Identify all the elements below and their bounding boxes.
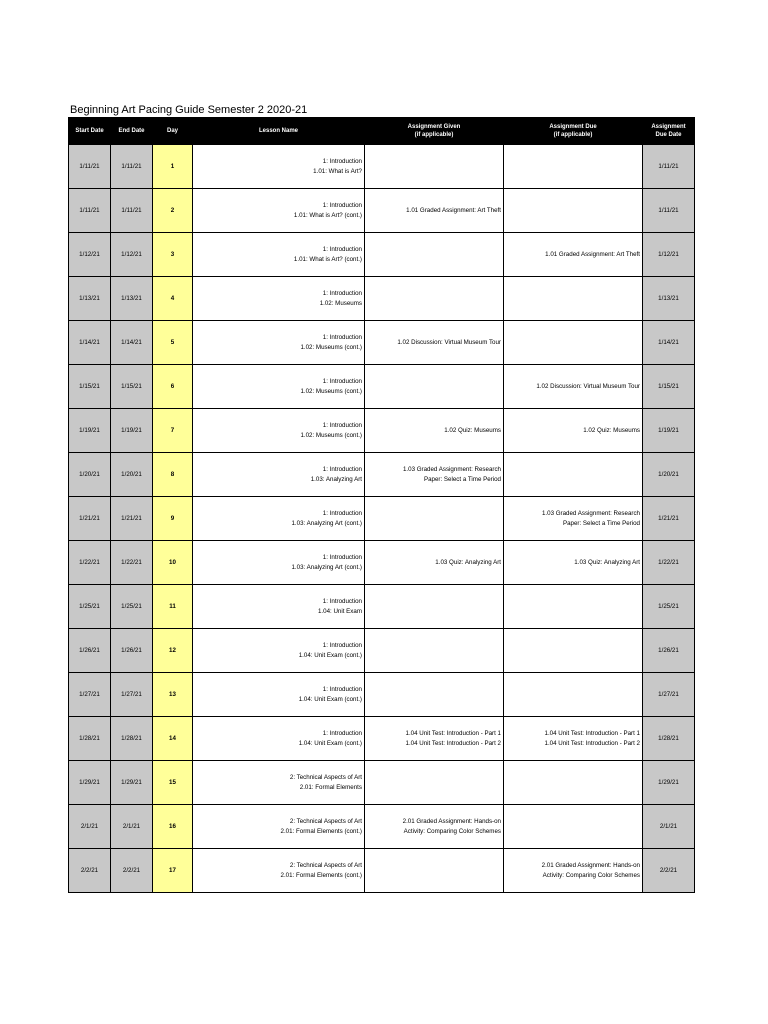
- day-cell: 6: [153, 365, 193, 409]
- assignment-due-cell: 1.04 Unit Test: Introduction - Part 1 1.04 Unit Test: Introduction - Part 2: [504, 717, 643, 761]
- lesson-name-cell: 1: Introduction 1.01: What is Art? (cont.): [193, 233, 365, 277]
- day-cell: 12: [153, 629, 193, 673]
- day-cell: 2: [153, 189, 193, 233]
- assignment-given-cell: 1.03 Graded Assignment: Research Paper: Select a Time Period: [365, 453, 504, 497]
- end-date-cell: 1/20/21: [111, 453, 153, 497]
- table-row: [69, 717, 695, 761]
- assignment-given-cell: 1.02 Quiz: Museums: [365, 409, 504, 453]
- assignment-due-cell: [504, 453, 643, 497]
- assignment-due-cell: [504, 277, 643, 321]
- start-date-cell: 2/2/21: [69, 849, 111, 893]
- lesson-name-cell: 2: Technical Aspects of Art 2.01: Formal Elements (cont.): [193, 849, 365, 893]
- due-date-cell: 1/21/21: [643, 497, 695, 541]
- assignment-given-cell: [365, 673, 504, 717]
- due-date-cell: 1/13/21: [643, 277, 695, 321]
- assignment-due-cell: [504, 805, 643, 849]
- assignment-given-cell: [365, 497, 504, 541]
- table-row: [69, 585, 695, 629]
- lesson-name-cell: 1: Introduction 1.01: What is Art? (cont.): [193, 189, 365, 233]
- day-cell: 4: [153, 277, 193, 321]
- assignment-given-cell: 2.01 Graded Assignment: Hands-on Activity: Comparing Color Schemes: [365, 805, 504, 849]
- assignment-given-cell: [365, 277, 504, 321]
- start-date-cell: 1/25/21: [69, 585, 111, 629]
- due-date-cell: 1/29/21: [643, 761, 695, 805]
- end-date-cell: 1/22/21: [111, 541, 153, 585]
- assignment-due-cell: [504, 629, 643, 673]
- start-date-cell: 1/19/21: [69, 409, 111, 453]
- table-row: [69, 409, 695, 453]
- start-date-cell: 1/13/21: [69, 277, 111, 321]
- assignment-given-cell: 1.04 Unit Test: Introduction - Part 1 1.04 Unit Test: Introduction - Part 2: [365, 717, 504, 761]
- start-date-cell: 1/14/21: [69, 321, 111, 365]
- table-row: [69, 805, 695, 849]
- start-date-cell: 1/21/21: [69, 497, 111, 541]
- header-assignment-given: Assignment Given (if applicable): [365, 118, 504, 145]
- header-row: [69, 118, 695, 145]
- assignment-given-cell: [365, 365, 504, 409]
- due-date-cell: 1/14/21: [643, 321, 695, 365]
- day-cell: 3: [153, 233, 193, 277]
- assignment-given-cell: [365, 585, 504, 629]
- header-lesson-name: Lesson Name: [193, 118, 365, 145]
- end-date-cell: 1/26/21: [111, 629, 153, 673]
- lesson-name-cell: 1: Introduction 1.03: Analyzing Art (cont.): [193, 541, 365, 585]
- table-row: [69, 189, 695, 233]
- due-date-cell: 1/28/21: [643, 717, 695, 761]
- table-row: [69, 453, 695, 497]
- due-date-cell: 1/27/21: [643, 673, 695, 717]
- due-date-cell: 1/11/21: [643, 189, 695, 233]
- assignment-due-cell: 1.03 Quiz: Analyzing Art: [504, 541, 643, 585]
- start-date-cell: 1/29/21: [69, 761, 111, 805]
- assignment-due-cell: [504, 321, 643, 365]
- assignment-given-cell: [365, 761, 504, 805]
- lesson-name-cell: 1: Introduction 1.04: Unit Exam (cont.): [193, 629, 365, 673]
- day-cell: 5: [153, 321, 193, 365]
- header-start-date: Start Date: [69, 118, 111, 145]
- start-date-cell: 1/15/21: [69, 365, 111, 409]
- start-date-cell: 1/11/21: [69, 189, 111, 233]
- assignment-due-cell: 1.03 Graded Assignment: Research Paper: Select a Time Period: [504, 497, 643, 541]
- end-date-cell: 1/11/21: [111, 189, 153, 233]
- day-cell: 10: [153, 541, 193, 585]
- lesson-name-cell: 1: Introduction 1.04: Unit Exam: [193, 585, 365, 629]
- end-date-cell: 1/19/21: [111, 409, 153, 453]
- table-row: [69, 541, 695, 585]
- day-cell: 14: [153, 717, 193, 761]
- end-date-cell: 1/12/21: [111, 233, 153, 277]
- day-cell: 16: [153, 805, 193, 849]
- day-cell: 8: [153, 453, 193, 497]
- end-date-cell: 1/27/21: [111, 673, 153, 717]
- table-row: [69, 277, 695, 321]
- end-date-cell: 1/25/21: [111, 585, 153, 629]
- lesson-name-cell: 2: Technical Aspects of Art 2.01: Formal Elements: [193, 761, 365, 805]
- lesson-name-cell: 1: Introduction 1.02: Museums (cont.): [193, 321, 365, 365]
- header-due-date: Assignment Due Date: [643, 118, 695, 145]
- start-date-cell: 1/26/21: [69, 629, 111, 673]
- due-date-cell: 1/19/21: [643, 409, 695, 453]
- start-date-cell: 2/1/21: [69, 805, 111, 849]
- due-date-cell: 1/20/21: [643, 453, 695, 497]
- end-date-cell: 2/1/21: [111, 805, 153, 849]
- table-row: [69, 233, 695, 277]
- assignment-due-cell: 1.02 Discussion: Virtual Museum Tour: [504, 365, 643, 409]
- pacing-guide-table: [68, 117, 695, 893]
- due-date-cell: 1/22/21: [643, 541, 695, 585]
- day-cell: 13: [153, 673, 193, 717]
- table-row: [69, 145, 695, 189]
- start-date-cell: 1/20/21: [69, 453, 111, 497]
- day-cell: 15: [153, 761, 193, 805]
- lesson-name-cell: 1: Introduction 1.03: Analyzing Art (cont.): [193, 497, 365, 541]
- assignment-given-cell: 1.02 Discussion: Virtual Museum Tour: [365, 321, 504, 365]
- assignment-due-cell: [504, 673, 643, 717]
- assignment-due-cell: [504, 145, 643, 189]
- day-cell: 9: [153, 497, 193, 541]
- table-row: [69, 321, 695, 365]
- assignment-due-cell: [504, 761, 643, 805]
- end-date-cell: 1/21/21: [111, 497, 153, 541]
- assignment-due-cell: [504, 585, 643, 629]
- page-title: Beginning Art Pacing Guide Semester 2 2020-21: [70, 104, 308, 116]
- lesson-name-cell: 1: Introduction 1.01: What is Art?: [193, 145, 365, 189]
- assignment-given-cell: 1.03 Quiz: Analyzing Art: [365, 541, 504, 585]
- due-date-cell: 1/25/21: [643, 585, 695, 629]
- due-date-cell: 2/2/21: [643, 849, 695, 893]
- end-date-cell: 1/13/21: [111, 277, 153, 321]
- day-cell: 1: [153, 145, 193, 189]
- assignment-given-cell: 1.01 Graded Assignment: Art Theft: [365, 189, 504, 233]
- end-date-cell: 1/29/21: [111, 761, 153, 805]
- due-date-cell: 1/15/21: [643, 365, 695, 409]
- end-date-cell: 2/2/21: [111, 849, 153, 893]
- lesson-name-cell: 1: Introduction 1.04: Unit Exam (cont.): [193, 717, 365, 761]
- start-date-cell: 1/28/21: [69, 717, 111, 761]
- day-cell: 11: [153, 585, 193, 629]
- assignment-given-cell: [365, 629, 504, 673]
- table-row: [69, 497, 695, 541]
- start-date-cell: 1/12/21: [69, 233, 111, 277]
- lesson-name-cell: 2: Technical Aspects of Art 2.01: Formal Elements (cont.): [193, 805, 365, 849]
- day-cell: 7: [153, 409, 193, 453]
- start-date-cell: 1/27/21: [69, 673, 111, 717]
- end-date-cell: 1/28/21: [111, 717, 153, 761]
- due-date-cell: 2/1/21: [643, 805, 695, 849]
- end-date-cell: 1/14/21: [111, 321, 153, 365]
- table-row: [69, 761, 695, 805]
- table-row: [69, 673, 695, 717]
- table-row: [69, 365, 695, 409]
- assignment-due-cell: 2.01 Graded Assignment: Hands-on Activity: Comparing Color Schemes: [504, 849, 643, 893]
- due-date-cell: 1/26/21: [643, 629, 695, 673]
- lesson-name-cell: 1: Introduction 1.02: Museums (cont.): [193, 365, 365, 409]
- header-assignment-due: Assignment Due (if applicable): [504, 118, 643, 145]
- due-date-cell: 1/11/21: [643, 145, 695, 189]
- assignment-due-cell: 1.02 Quiz: Museums: [504, 409, 643, 453]
- table-row: [69, 849, 695, 893]
- start-date-cell: 1/22/21: [69, 541, 111, 585]
- lesson-name-cell: 1: Introduction 1.04: Unit Exam (cont.): [193, 673, 365, 717]
- lesson-name-cell: 1: Introduction 1.03: Analyzing Art: [193, 453, 365, 497]
- day-cell: 17: [153, 849, 193, 893]
- table-row: [69, 629, 695, 673]
- assignment-given-cell: [365, 233, 504, 277]
- header-day: Day: [153, 118, 193, 145]
- start-date-cell: 1/11/21: [69, 145, 111, 189]
- header-end-date: End Date: [111, 118, 153, 145]
- assignment-due-cell: 1.01 Graded Assignment: Art Theft: [504, 233, 643, 277]
- lesson-name-cell: 1: Introduction 1.02: Museums: [193, 277, 365, 321]
- end-date-cell: 1/11/21: [111, 145, 153, 189]
- assignment-due-cell: [504, 189, 643, 233]
- assignment-given-cell: [365, 145, 504, 189]
- assignment-given-cell: [365, 849, 504, 893]
- lesson-name-cell: 1: Introduction 1.02: Museums (cont.): [193, 409, 365, 453]
- due-date-cell: 1/12/21: [643, 233, 695, 277]
- end-date-cell: 1/15/21: [111, 365, 153, 409]
